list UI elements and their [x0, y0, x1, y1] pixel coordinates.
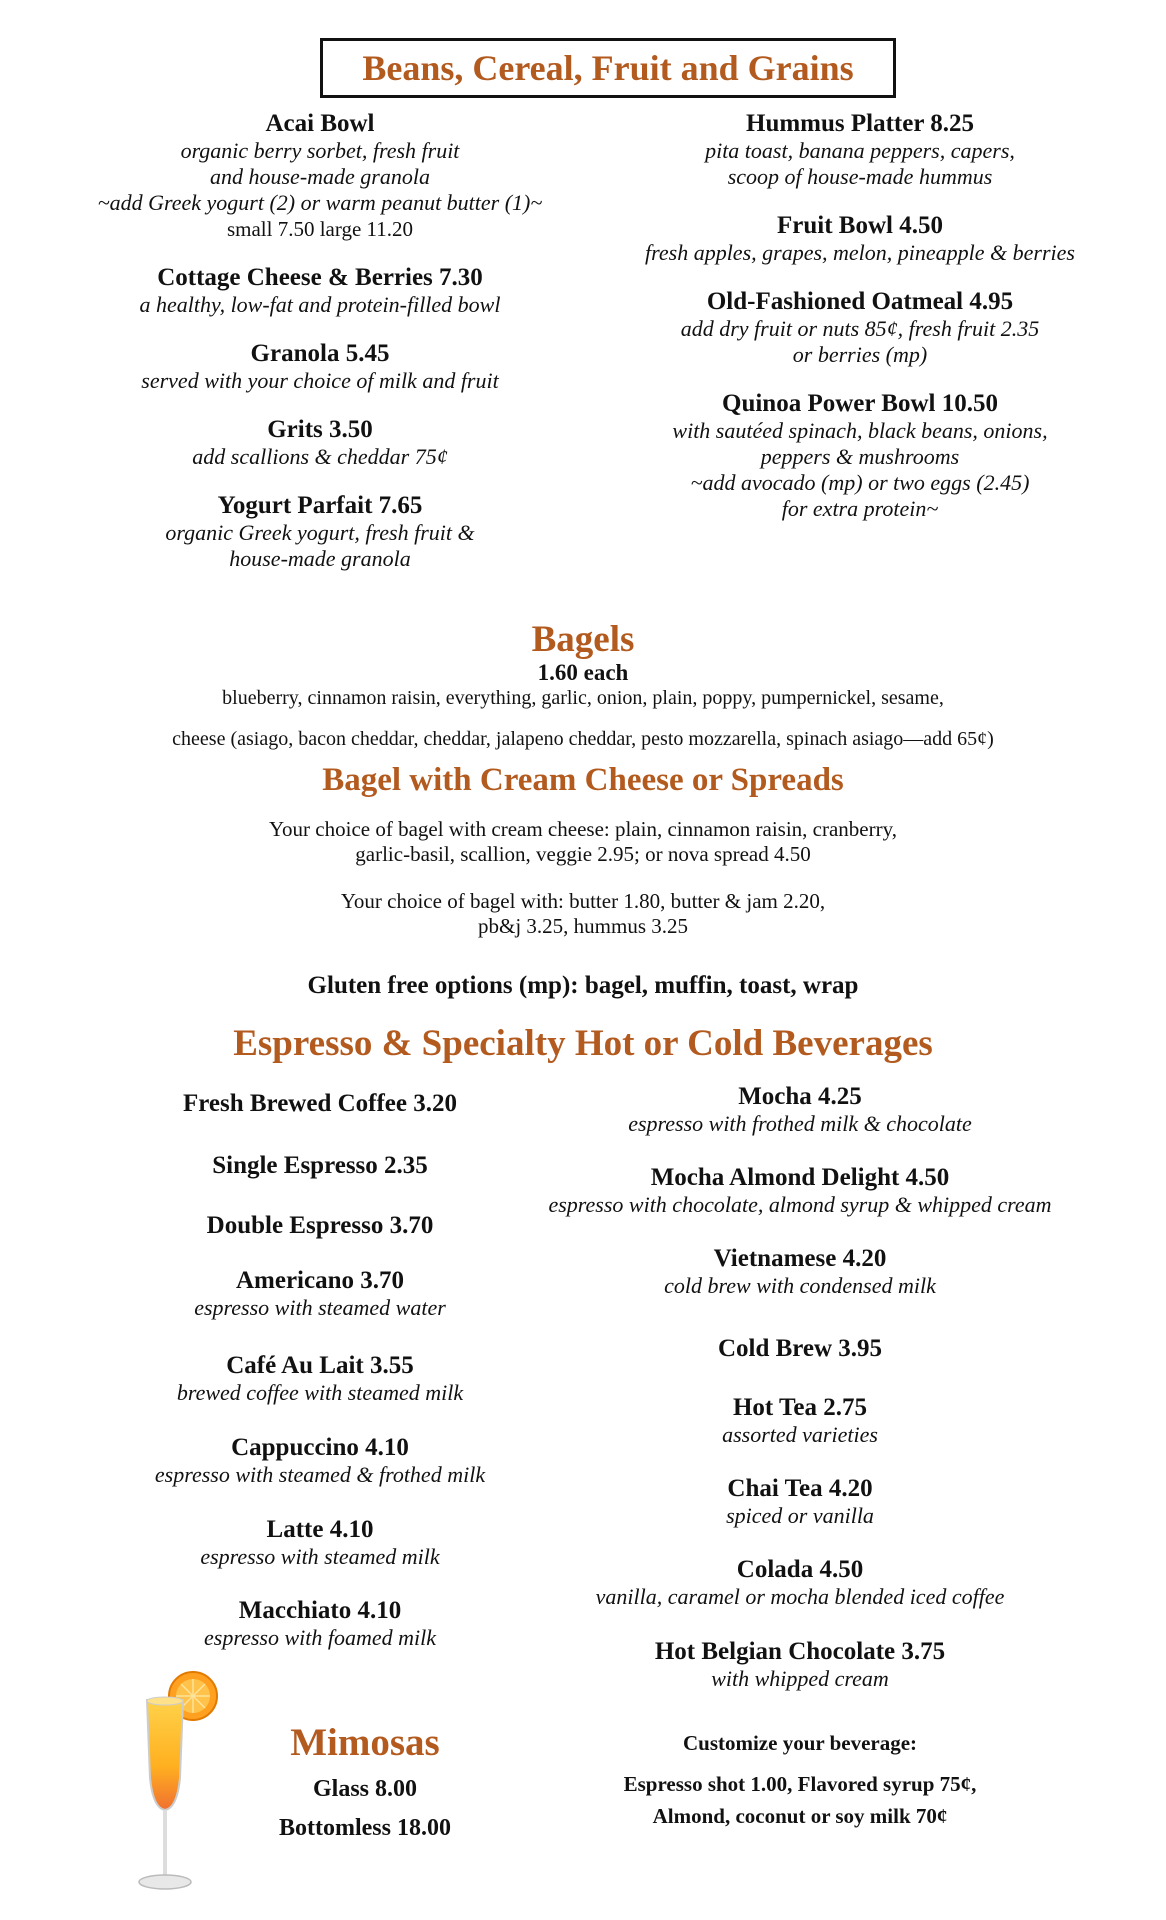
section-title-beverages: Espresso & Specialty Hot or Cold Beverages: [233, 1023, 933, 1064]
item-desc: fresh apples, grapes, melon, pineapple & berries: [645, 240, 1075, 265]
menu-item: [40, 416, 600, 470]
item-desc: espresso with frothed milk & chocolate: [628, 1111, 972, 1136]
item-name: Granola 5.45: [250, 340, 390, 367]
item-desc: pita toast, banana peppers, capers,: [705, 138, 1015, 163]
item-desc: ~add avocado (mp) or two eggs (2.45): [690, 470, 1030, 495]
item-desc: house-made granola: [229, 546, 411, 571]
cream-cheese-options: [0, 817, 1166, 867]
item-name: Latte 4.10: [266, 1516, 374, 1543]
grains-left-column: [40, 110, 600, 594]
item-desc: scoop of house-made hummus: [727, 164, 993, 189]
item-desc: organic Greek yogurt, fresh fruit &: [165, 520, 475, 545]
item-name: Mocha 4.25: [738, 1083, 862, 1110]
menu-item: [60, 1090, 580, 1152]
item-name: Café Au Lait 3.55: [226, 1352, 414, 1379]
item-name: Hot Belgian Chocolate 3.75: [654, 1638, 946, 1665]
item-desc: add dry fruit or nuts 85¢, fresh fruit 2.35: [680, 316, 1040, 341]
item-name: Vietnamese 4.20: [713, 1245, 887, 1272]
item-desc: ~add Greek yogurt (2) or warm peanut butter (1)~: [97, 190, 543, 215]
gluten-free-note: Gluten free options (mp): bagel, muffin, toast, wrap: [307, 972, 859, 999]
section-title-bagels: Bagels: [531, 619, 635, 660]
menu-item: [600, 390, 1120, 522]
item-desc: espresso with steamed water: [194, 1295, 446, 1320]
item-desc: with whipped cream: [711, 1666, 889, 1691]
item-name: Double Espresso 3.70: [206, 1212, 434, 1239]
menu-item: [60, 1152, 580, 1212]
item-desc: or berries (mp): [792, 342, 928, 367]
item-desc: brewed coffee with steamed milk: [176, 1380, 464, 1405]
item-sizes: small 7.50 large 11.20: [226, 217, 414, 241]
item-desc: for extra protein~: [781, 496, 939, 521]
item-desc: espresso with foamed milk: [204, 1625, 436, 1650]
menu-item: [520, 1083, 1080, 1164]
item-name: Americano 3.70: [235, 1267, 405, 1294]
item-name: Fruit Bowl 4.50: [777, 212, 943, 239]
item-desc: vanilla, caramel or mocha blended iced coffee: [595, 1584, 1005, 1609]
bagels-cheese-varieties: cheese (asiago, bacon cheddar, cheddar, jalapeno cheddar, pesto mozzarella, spinach asiago—add 65¢): [172, 728, 994, 750]
item-name: Colada 4.50: [736, 1556, 864, 1583]
beverages-right-column: [520, 1083, 1080, 1718]
menu-item: [520, 1394, 1080, 1475]
item-name: Cottage Cheese & Berries 7.30: [157, 264, 483, 291]
text-line: Your choice of bagel with: butter 1.80, butter & jam 2.20,: [340, 889, 826, 913]
mimosa-glass-icon: [125, 1668, 240, 1898]
item-desc: spiced or vanilla: [726, 1503, 874, 1528]
item-desc: with sautéed spinach, black beans, onions,: [672, 418, 1048, 443]
item-name: Hot Tea 2.75: [732, 1394, 868, 1421]
menu-item: [520, 1164, 1080, 1245]
item-name: Mocha Almond Delight 4.50: [650, 1164, 950, 1191]
item-desc: espresso with chocolate, almond syrup & whipped cream: [548, 1192, 1052, 1217]
item-name: Grits 3.50: [267, 416, 373, 443]
section-title-beans: Beans, Cereal, Fruit and Grains: [320, 38, 896, 98]
item-desc: cold brew with condensed milk: [664, 1273, 936, 1298]
menu-item: [600, 288, 1120, 368]
bagels-varieties: blueberry, cinnamon raisin, everything, garlic, onion, plain, poppy, pumpernickel, sesame,: [222, 687, 944, 709]
menu-item: [40, 340, 600, 394]
menu-item: [520, 1475, 1080, 1556]
item-name: Chai Tea 4.20: [727, 1475, 873, 1502]
menu-item: [40, 110, 600, 242]
item-desc: assorted varieties: [722, 1422, 878, 1447]
menu-item: [600, 110, 1120, 190]
menu-item: [60, 1352, 580, 1434]
spread-options: [0, 889, 1166, 939]
menu-item: [40, 492, 600, 572]
menu-item: [60, 1597, 580, 1677]
customize-line: Almond, coconut or soy milk 70¢: [652, 1804, 948, 1828]
item-name: Yogurt Parfait 7.65: [217, 492, 423, 519]
menu-item: [40, 264, 600, 318]
menu-item: [520, 1245, 1080, 1335]
item-desc: and house-made granola: [210, 164, 430, 189]
mimosa-bottomless-price: Bottomless 18.00: [279, 1815, 451, 1841]
menu-item: [600, 212, 1120, 266]
item-name: Hummus Platter 8.25: [746, 110, 974, 137]
customize-line: Espresso shot 1.00, Flavored syrup 75¢,: [623, 1772, 977, 1796]
menu-item: [60, 1212, 580, 1267]
section-title-mimosas: Mimosas: [290, 1721, 440, 1764]
item-desc: served with your choice of milk and fruit: [141, 368, 499, 393]
menu-item: [520, 1638, 1080, 1718]
item-name: Quinoa Power Bowl 10.50: [722, 390, 998, 417]
customize-title: Customize your beverage:: [682, 1731, 918, 1755]
menu-item: [520, 1335, 1080, 1394]
item-name: Cappuccino 4.10: [231, 1434, 409, 1461]
menu-item: [520, 1556, 1080, 1638]
item-desc: organic berry sorbet, fresh fruit: [180, 138, 460, 163]
item-name: Single Espresso 2.35: [212, 1152, 428, 1179]
text-line: Your choice of bagel with cream cheese: plain, cinnamon raisin, cranberry,: [268, 817, 898, 841]
item-desc: a healthy, low-fat and protein-filled bowl: [139, 292, 501, 317]
text-line: pb&j 3.25, hummus 3.25: [477, 914, 688, 938]
item-desc: espresso with steamed & frothed milk: [154, 1462, 486, 1487]
section-title-cream-cheese: Bagel with Cream Cheese or Spreads: [322, 762, 844, 798]
menu-item: [60, 1516, 580, 1597]
item-name: Old-Fashioned Oatmeal 4.95: [706, 288, 1014, 315]
menu-item: [60, 1434, 580, 1516]
item-desc: add scallions & cheddar 75¢: [192, 444, 448, 469]
item-desc: peppers & mushrooms: [760, 444, 960, 469]
menu-item: [60, 1267, 580, 1352]
item-name: Acai Bowl: [265, 110, 375, 137]
item-name: Cold Brew 3.95: [717, 1335, 883, 1362]
bagels-price: 1.60 each: [537, 660, 629, 685]
mimosa-glass-price: Glass 8.00: [312, 1776, 417, 1802]
text-line: garlic-basil, scallion, veggie 2.95; or nova spread 4.50: [355, 842, 811, 866]
beverages-left-column: [60, 1090, 580, 1677]
item-name: Macchiato 4.10: [238, 1597, 402, 1624]
grains-right-column: [600, 110, 1120, 544]
item-desc: espresso with steamed milk: [200, 1544, 440, 1569]
item-name: Fresh Brewed Coffee 3.20: [182, 1090, 457, 1117]
